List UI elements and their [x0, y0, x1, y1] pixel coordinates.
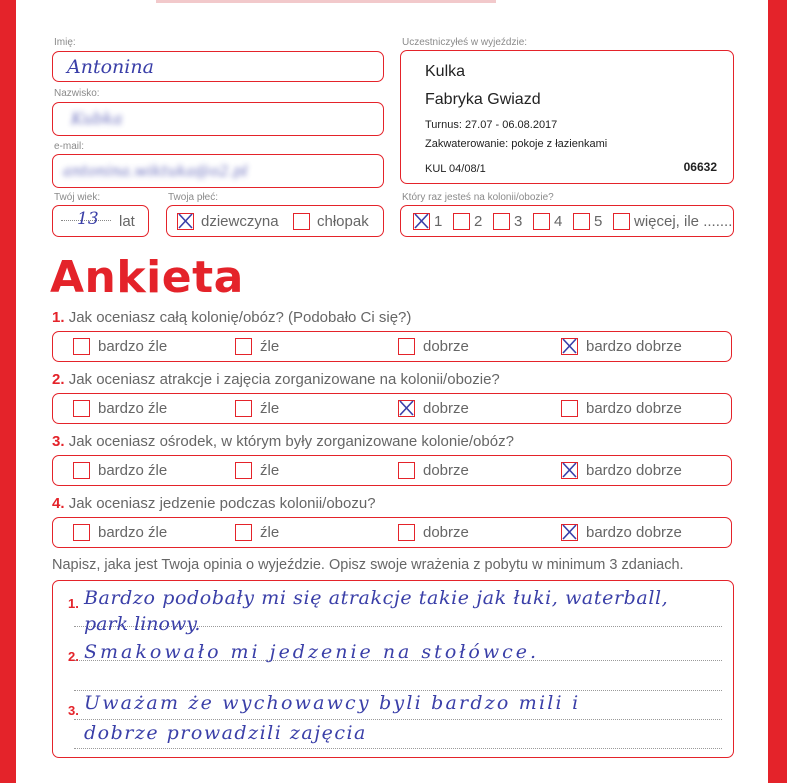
times-option-4: 4 — [554, 213, 563, 230]
opinion-prompt: Napisz, jaka jest Twoja opinia o wyjeździe. Opisz swoje wrażenia z pobytu w minimum 3 zdaniach. — [52, 557, 684, 573]
q4-good-checkbox[interactable] — [398, 524, 415, 541]
times-5-checkbox[interactable] — [573, 213, 590, 230]
rating-row-4 — [52, 517, 732, 548]
question-text: Jak oceniasz atrakcje i zajęcia zorganizowane na kolonii/obozie? — [68, 371, 500, 388]
rating-option: bardzo dobrze — [586, 462, 682, 479]
gender-field — [166, 205, 384, 237]
email-label: e-mail: — [54, 141, 85, 152]
comment-1-line-2: park linowy. — [84, 613, 201, 635]
question-number: 3. — [52, 433, 65, 450]
rating-option: bardzo dobrze — [586, 400, 682, 417]
q4-very-good-checkbox[interactable] — [561, 524, 578, 541]
times-4-checkbox[interactable] — [533, 213, 550, 230]
rating-option: bardzo źle — [98, 462, 168, 479]
q1-bad-checkbox[interactable] — [235, 338, 252, 355]
rating-option: źle — [260, 400, 280, 417]
form-number: 06632 — [683, 160, 717, 174]
q1-very-bad-checkbox[interactable] — [73, 338, 90, 355]
times-option-3: 3 — [514, 213, 523, 230]
q3-good-checkbox[interactable] — [398, 462, 415, 479]
ruled-line — [74, 690, 722, 691]
gender-label: Twoja płeć: — [168, 192, 219, 203]
rating-option: dobrze — [423, 338, 469, 355]
age-unit: lat — [119, 213, 135, 230]
surname-value-redacted: Kubka — [71, 109, 123, 128]
checked-x-icon — [559, 460, 579, 480]
times-option-2: 2 — [474, 213, 483, 230]
surname-label: Nazwisko: — [54, 88, 100, 99]
comment-number-3: 3. — [68, 703, 79, 718]
times-label: Który raz jesteś na kolonii/obozie? — [402, 192, 554, 203]
q1-good-checkbox[interactable] — [398, 338, 415, 355]
q3-bad-checkbox[interactable] — [235, 462, 252, 479]
question-2 — [52, 371, 500, 388]
question-text: Jak oceniasz ośrodek, w którym były zorganizowane kolonie/obóz? — [68, 433, 514, 450]
q2-good-checkbox[interactable] — [398, 400, 415, 417]
rating-row-2 — [52, 393, 732, 424]
comment-3-line-2: dobrze prowadzili zajęcia — [84, 722, 367, 744]
rating-option: bardzo dobrze — [586, 524, 682, 541]
times-3-checkbox[interactable] — [493, 213, 510, 230]
question-number: 2. — [52, 371, 65, 388]
question-1 — [52, 309, 411, 326]
question-number: 4. — [52, 495, 65, 512]
camp-info-box — [400, 50, 734, 184]
times-2-checkbox[interactable] — [453, 213, 470, 230]
q4-bad-checkbox[interactable] — [235, 524, 252, 541]
survey-sheet — [16, 0, 768, 783]
camp-name: Kulka — [425, 63, 466, 80]
comment-number-2: 2. — [68, 649, 79, 664]
question-4 — [52, 495, 376, 512]
q3-very-bad-checkbox[interactable] — [73, 462, 90, 479]
q2-very-good-checkbox[interactable] — [561, 400, 578, 417]
times-1-checkbox[interactable] — [413, 213, 430, 230]
q4-very-bad-checkbox[interactable] — [73, 524, 90, 541]
rating-row-1 — [52, 331, 732, 362]
camp-turnus: Turnus: 27.07 - 06.08.2017 — [425, 119, 558, 131]
rating-option: źle — [260, 524, 280, 541]
times-option-5: 5 — [594, 213, 603, 230]
age-value: 13 — [77, 209, 99, 229]
question-text: Jak oceniasz całą kolonię/obóz? (Podobało Ci się?) — [68, 309, 412, 326]
name-value: Antonina — [67, 56, 154, 78]
question-number: 1. — [52, 309, 65, 326]
age-field[interactable] — [52, 205, 149, 237]
gender-option-boy: chłopak — [317, 213, 369, 230]
rating-option: bardzo źle — [98, 400, 168, 417]
rating-option: bardzo dobrze — [586, 338, 682, 355]
gender-boy-checkbox[interactable] — [293, 213, 310, 230]
camp-accommodation: Zakwaterowanie: pokoje z łazienkami — [425, 138, 608, 150]
name-label: Imię: — [54, 37, 76, 48]
comment-2-line-1: Smakowało mi jedzenie na stołówce. — [84, 641, 540, 663]
comment-3-line-1: Uważam że wychowawcy byli bardzo mili i — [84, 692, 581, 714]
times-field — [400, 205, 734, 237]
q2-bad-checkbox[interactable] — [235, 400, 252, 417]
q3-very-good-checkbox[interactable] — [561, 462, 578, 479]
email-value-redacted: antonina.wiktuka@o2.pl — [63, 162, 248, 180]
ruled-line — [74, 719, 722, 720]
checked-x-icon — [396, 398, 416, 418]
camp-program: Fabryka Gwiazd — [425, 91, 541, 108]
q1-very-good-checkbox[interactable] — [561, 338, 578, 355]
rating-option: źle — [260, 338, 280, 355]
gender-girl-checkbox[interactable] — [177, 213, 194, 230]
participation-label: Uczestniczyłeś w wyjeździe: — [402, 37, 528, 48]
rating-option: dobrze — [423, 462, 469, 479]
comment-number-1: 1. — [68, 596, 79, 611]
times-option-more: więcej, ile ....... — [634, 213, 733, 230]
gender-option-girl: dziewczyna — [201, 213, 279, 230]
ruled-line — [74, 748, 722, 749]
question-3 — [52, 433, 514, 450]
camp-code: KUL 04/08/1 — [425, 163, 486, 175]
times-option-1: 1 — [434, 213, 443, 230]
survey-title: Ankieta — [50, 252, 244, 303]
q2-very-bad-checkbox[interactable] — [73, 400, 90, 417]
rating-option: bardzo źle — [98, 338, 168, 355]
rating-option: bardzo źle — [98, 524, 168, 541]
email-field[interactable] — [52, 154, 384, 188]
checked-x-icon — [559, 522, 579, 542]
age-label: Twój wiek: — [54, 192, 101, 203]
checked-x-icon — [411, 211, 431, 231]
rating-option: dobrze — [423, 400, 469, 417]
question-text: Jak oceniasz jedzenie podczas kolonii/obozu? — [68, 495, 376, 512]
checked-x-icon — [559, 336, 579, 356]
name-field[interactable] — [52, 51, 384, 82]
surname-field[interactable] — [52, 102, 384, 136]
comment-1-line-1: Bardzo podobały mi się atrakcje takie jak łuki, waterball, — [84, 587, 669, 609]
times-more-checkbox[interactable] — [613, 213, 630, 230]
checked-x-icon — [175, 211, 195, 231]
rating-option: źle — [260, 462, 280, 479]
top-decoration — [156, 0, 496, 8]
rating-row-3 — [52, 455, 732, 486]
rating-option: dobrze — [423, 524, 469, 541]
